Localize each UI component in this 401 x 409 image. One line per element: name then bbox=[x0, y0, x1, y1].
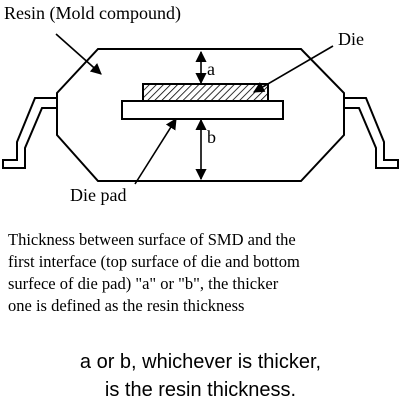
summary-text bbox=[0, 348, 401, 404]
die bbox=[143, 84, 268, 101]
caption-line: one is defined as the resin thickness bbox=[8, 296, 245, 315]
left-lead bbox=[3, 98, 57, 168]
dimension-b-label: b bbox=[207, 127, 216, 147]
die-pad-label: Die pad bbox=[70, 185, 127, 205]
right-lead bbox=[344, 98, 398, 168]
summary-line: a or b, whichever is thicker, bbox=[79, 351, 322, 373]
die-label: Die bbox=[338, 29, 364, 49]
caption-text bbox=[8, 229, 400, 317]
die-pad bbox=[122, 101, 283, 119]
die-pad-leader-line bbox=[135, 119, 176, 184]
dimension-a-label: a bbox=[207, 59, 215, 79]
caption-line: surfece of die pad) "a" or "b", the thicker bbox=[8, 274, 279, 293]
caption-line: first interface (top surface of die and bottom bbox=[8, 252, 300, 271]
summary-line: is the resin thickness. bbox=[104, 379, 297, 401]
caption-line: Thickness between surface of SMD and the bbox=[8, 230, 296, 249]
resin-label: Resin (Mold compound) bbox=[4, 3, 181, 23]
